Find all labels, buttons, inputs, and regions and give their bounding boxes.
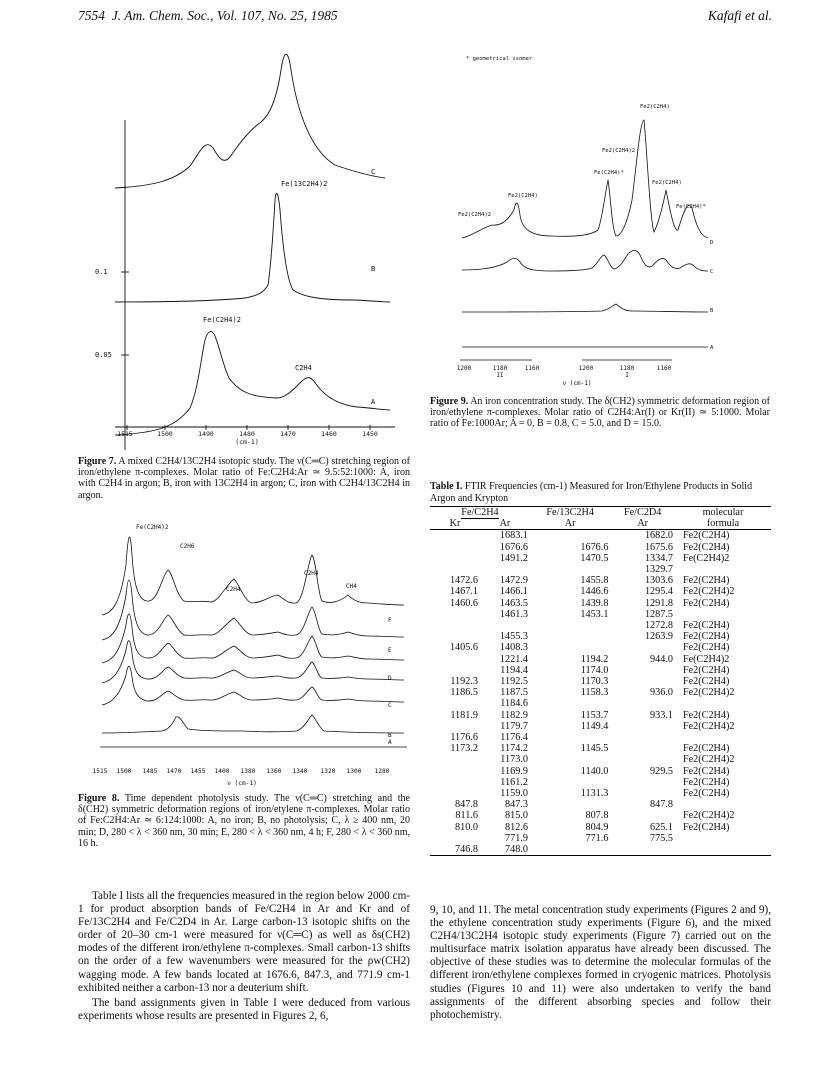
- table-row: [430, 732, 771, 743]
- table-row: [430, 609, 771, 620]
- peak-label: Fe(13C2H4)2: [281, 180, 328, 188]
- table-body: [430, 530, 771, 856]
- figure-9-spectrum: [452, 50, 742, 390]
- x-tick-label: 1160: [656, 365, 672, 372]
- x-tick-label: 1180: [619, 365, 635, 372]
- table-row: [430, 542, 771, 553]
- panel-label: II: [496, 372, 504, 379]
- curve-letter-a: A: [388, 739, 392, 746]
- frequency-cell: 1446.6: [580, 586, 609, 598]
- peak-label: Fe2(C2H4): [508, 193, 538, 199]
- ftir-table: [430, 506, 771, 856]
- curve-letter-f: F: [388, 617, 392, 624]
- table-subheader-row: [430, 518, 771, 530]
- frequency-cell: [430, 665, 480, 676]
- peak-label: C2H6: [180, 543, 195, 550]
- column-header: Kr: [430, 518, 480, 530]
- frequency-cell: [480, 564, 530, 575]
- frequency-cell: [610, 698, 675, 709]
- frequency-cell: [530, 754, 610, 765]
- frequency-cell: [530, 732, 610, 743]
- y-tick-label: 0.05: [95, 351, 112, 359]
- formula-cell: Fe2(C2H4): [682, 620, 730, 632]
- spectrum-curve-c: [462, 250, 708, 271]
- table-row: [430, 721, 771, 732]
- curve-letter-b: B: [371, 265, 376, 273]
- formula-cell: [675, 698, 771, 709]
- formula-cell: Fe2(C2H4): [682, 765, 730, 777]
- table-row: [430, 631, 771, 642]
- table-1-title: [430, 481, 770, 504]
- frequency-cell: [530, 799, 610, 810]
- caption-label: Figure 7.: [78, 456, 117, 467]
- x-tick-label: 1500: [157, 430, 173, 438]
- peak-label: Fe(C2H4)*: [676, 204, 706, 210]
- frequency-cell: [430, 721, 480, 732]
- figure-8-spectrum: [92, 515, 412, 755]
- spectrum-curve-a: [115, 331, 390, 435]
- column-group-header: Fe/C2D4: [610, 507, 675, 519]
- x-tick-label: 1485: [142, 768, 158, 775]
- header-authors: Kafafi et al.: [707, 8, 772, 23]
- table-row: [430, 586, 771, 597]
- page-number: 7554: [78, 8, 105, 23]
- formula-cell: Fe2(C2H4): [682, 541, 730, 553]
- frequency-cell: 1161.2: [500, 776, 528, 788]
- x-tick-label: 1480: [239, 430, 255, 438]
- formula-cell: Fe(C2H4)2: [682, 653, 730, 665]
- frequency-cell: 847.8: [650, 799, 673, 811]
- frequency-cell: [530, 642, 610, 653]
- frequency-cell: 1287.5: [644, 608, 673, 620]
- paragraph: The band assignments given in Table I were deduced from various experiments whose results are presented in Figures 2, 6,: [78, 996, 410, 1022]
- x-tick-label: 1400: [214, 768, 230, 775]
- formula-cell: Fe2(C2H4)2: [682, 754, 735, 766]
- frequency-cell: [530, 620, 610, 631]
- figure-7-x-axis: [95, 425, 420, 445]
- peak-label: C2H4: [304, 570, 319, 577]
- table-row: [430, 654, 771, 665]
- frequency-cell: [610, 754, 675, 765]
- frequency-cell: 771.6: [585, 832, 609, 844]
- frequency-cell: 1683.1: [499, 530, 528, 542]
- formula-cell: Fe2(C2H4)2: [682, 586, 735, 598]
- frequency-cell: [530, 631, 610, 642]
- frequency-cell: [430, 788, 480, 799]
- frequency-cell: 1676.6: [499, 541, 528, 553]
- figure-7-caption: [78, 456, 410, 501]
- frequency-cell: 1149.4: [580, 720, 609, 732]
- curve-letter-b: B: [388, 732, 392, 739]
- table-row: [430, 833, 771, 844]
- figure-7-spectrum: [95, 40, 420, 450]
- formula-cell: [675, 799, 771, 810]
- figure-9-caption: [430, 396, 770, 430]
- table-row: [430, 687, 771, 698]
- frequency-cell: 1329.7: [644, 564, 673, 576]
- x-tick-label: 1455: [190, 768, 206, 775]
- frequency-cell: [530, 530, 610, 542]
- x-tick-label: 1280: [374, 768, 390, 775]
- caption-text: Time dependent photolysis study. The ν(C═C) stretching and the δ(CH2) symmetric deformation regions of iron/etylene π-complexes. Molar ratio of Fe:C2H4:Ar ≃ 6:124:1000: A, no iron; B, no photolysis; C, λ ≥ 400 nm, 20 min; D, 280 < λ < 360 nm, 30 min; E, 280 < λ < 360 nm, 4 h; F, 280 < λ < 360 nm, 16 h.: [78, 793, 410, 849]
- peak-label: Fe2(C2H4)2: [602, 148, 636, 154]
- table-row: [430, 766, 771, 777]
- spectrum-curve-d: [462, 120, 708, 238]
- curve-letter-c: C: [388, 702, 392, 709]
- frequency-cell: 1460.6: [449, 597, 478, 609]
- frequency-cell: 1676.6: [580, 541, 609, 553]
- frequency-cell: 1145.5: [580, 743, 609, 755]
- frequency-cell: 807.8: [585, 810, 609, 822]
- frequency-cell: 1153.7: [580, 709, 609, 721]
- x-tick-label: 1300: [346, 768, 362, 775]
- caption-label: Figure 9.: [430, 396, 469, 407]
- formula-cell: [675, 609, 771, 620]
- table-row: [430, 620, 771, 631]
- frequency-cell: [430, 698, 480, 709]
- frequency-cell: [430, 553, 480, 564]
- x-tick-label: 1450: [362, 430, 378, 438]
- table-row: [430, 665, 771, 676]
- frequency-cell: 1158.3: [580, 687, 609, 699]
- frequency-cell: 1295.4: [644, 586, 673, 598]
- frequency-cell: [430, 833, 480, 844]
- curve-letter-c: C: [710, 269, 714, 275]
- frequency-cell: 1170.3: [580, 676, 609, 688]
- formula-cell: Fe2(C2H4): [682, 709, 730, 721]
- spectrum-curve-b: [462, 304, 708, 312]
- figure-8-caption: [78, 793, 410, 849]
- figure-8-x-axis: [92, 765, 412, 789]
- frequency-cell: 1272.8: [644, 620, 673, 632]
- table-row: [430, 530, 771, 542]
- frequency-cell: 1405.6: [449, 642, 478, 654]
- formula-cell: Fe2(C2H4): [682, 597, 730, 609]
- peak-label: Fe(C2H4)2: [203, 316, 241, 324]
- curve-letter-b: B: [710, 308, 714, 314]
- x-tick-label: 1490: [198, 430, 214, 438]
- frequency-cell: [430, 620, 480, 631]
- frequency-cell: [530, 777, 610, 788]
- frequency-cell: 1455.3: [499, 631, 528, 643]
- formula-cell: [675, 833, 771, 844]
- frequency-cell: 1461.3: [499, 608, 528, 620]
- body-text-left: [78, 890, 410, 1025]
- frequency-cell: [430, 654, 480, 665]
- frequency-cell: 1173.0: [500, 754, 528, 766]
- frequency-cell: 1455.8: [580, 575, 609, 587]
- frequency-cell: [610, 732, 675, 743]
- formula-cell: Fe2(C2H4): [682, 575, 730, 587]
- table-row: [430, 810, 771, 821]
- formula-cell: Fe2(C2H4): [682, 821, 730, 833]
- frequency-cell: [610, 676, 675, 687]
- frequency-cell: 1467.1: [449, 586, 478, 598]
- frequency-cell: 933.1: [650, 709, 673, 721]
- table-row: [430, 575, 771, 586]
- frequency-cell: 1408.3: [499, 642, 528, 654]
- curve-letter-e: E: [388, 647, 392, 654]
- x-axis-unit: (cm-1): [235, 438, 259, 445]
- x-tick-label: 1200: [578, 365, 594, 372]
- formula-cell: [675, 564, 771, 575]
- frequency-cell: 1140.0: [580, 765, 609, 777]
- spectrum-curve-b: [115, 193, 390, 302]
- frequency-cell: 1472.9: [499, 575, 528, 587]
- table-row: [430, 676, 771, 687]
- formula-cell: Fe2(C2H4): [682, 776, 730, 788]
- y-tick-label: 0.1: [95, 268, 108, 276]
- peak-label: C2H4: [226, 586, 241, 593]
- body-text-right: [430, 904, 771, 1024]
- frequency-cell: [430, 777, 480, 788]
- journal-citation: J. Am. Chem. Soc., Vol. 107, No. 25, 1985: [111, 8, 338, 23]
- table-row: [430, 598, 771, 609]
- column-header: formula: [675, 518, 771, 530]
- column-group-header: molecular: [675, 507, 771, 519]
- formula-cell: Fe2(C2H4): [682, 788, 730, 800]
- frequency-cell: 1439.8: [580, 597, 609, 609]
- spectrum-curve-f: [102, 537, 404, 615]
- frequency-cell: 1176.4: [500, 732, 528, 744]
- frequency-cell: [430, 542, 480, 553]
- formula-cell: Fe2(C2H4)2: [682, 687, 735, 699]
- frequency-cell: 1194.2: [580, 653, 609, 665]
- x-tick-label: 1460: [321, 430, 337, 438]
- frequency-cell: 1472.6: [449, 575, 478, 587]
- frequency-cell: 1186.5: [450, 687, 478, 699]
- table-row: [430, 710, 771, 721]
- x-tick-label: 1380: [240, 768, 256, 775]
- frequency-cell: 1174.2: [500, 743, 528, 755]
- table-label: Table I.: [430, 481, 463, 492]
- frequency-cell: [530, 844, 610, 856]
- column-header: Ar: [530, 518, 610, 530]
- frequency-cell: 1466.1: [499, 586, 528, 598]
- formula-cell: Fe2(C2H4): [682, 642, 730, 654]
- frequency-cell: 812.6: [505, 821, 528, 833]
- frequency-cell: 1192.5: [500, 676, 528, 688]
- formula-cell: Fe2(C2H4): [682, 743, 730, 755]
- frequency-cell: [480, 620, 530, 631]
- frequency-cell: 1682.0: [644, 530, 673, 542]
- frequency-cell: [430, 631, 480, 642]
- peak-label: Fe(C2H4)2: [136, 524, 169, 531]
- frequency-cell: [430, 564, 480, 575]
- peak-label: Fe2(C2H4): [640, 104, 670, 110]
- frequency-cell: 1184.6: [500, 698, 528, 710]
- frequency-cell: 847.3: [505, 799, 528, 811]
- frequency-cell: 1173.2: [450, 743, 478, 755]
- frequency-cell: [530, 698, 610, 709]
- frequency-cell: 1187.5: [500, 687, 528, 699]
- peak-label: Fe2(C2H4)2: [458, 212, 492, 218]
- frequency-cell: 1463.5: [499, 597, 528, 609]
- frequency-cell: [610, 810, 675, 821]
- peak-label: Fe(C2H4)*: [594, 170, 624, 176]
- frequency-cell: 1169.9: [500, 765, 528, 777]
- frequency-cell: 1131.3: [580, 788, 609, 800]
- frequency-cell: [610, 788, 675, 799]
- column-group-header: Fe/13C2H4: [530, 507, 610, 519]
- frequency-cell: [610, 642, 675, 653]
- table-row: [430, 799, 771, 810]
- frequency-cell: [430, 754, 480, 765]
- curve-letter-d: D: [388, 675, 392, 682]
- column-header: Ar: [480, 518, 530, 530]
- figure-note: * geometrical isomer: [466, 56, 533, 62]
- formula-cell: [675, 844, 771, 856]
- caption-label: Figure 8.: [78, 793, 120, 804]
- frequency-cell: 1192.3: [450, 676, 478, 688]
- frequency-cell: 1176.6: [450, 732, 478, 744]
- frequency-cell: 929.5: [650, 765, 673, 777]
- x-tick-label: 1470: [280, 430, 296, 438]
- frequency-cell: 1263.9: [644, 631, 673, 643]
- table-row: [430, 642, 771, 653]
- paragraph: Table I lists all the frequencies measured in the region below 2000 cm-1 for product absorption bands of Fe/C2H4 in Ar and Kr and of Fe/13C2H4 and Fe/C2D4 in Ar. Large carbon-13 isotopic shifts on the order of 20–30 cm-1 were measured for ν(C═C) as well as δs(CH2) modes of the different iron/ethylene π-complexes. Small carbon-13 shifts on the order of a few wavenumbers were measured for the ρw(CH2) wagging mode. A few bands located at 1676.6, 847.3, and 771.9 cm-1 exhibited neither a carbon-13 nor a deuterium shift.: [78, 890, 410, 994]
- frequency-cell: 1453.1: [580, 608, 609, 620]
- frequency-cell: 1181.9: [450, 709, 478, 721]
- table-row: [430, 777, 771, 788]
- frequency-cell: [610, 721, 675, 732]
- curve-letter-c: C: [371, 168, 376, 176]
- frequency-cell: 944.0: [650, 653, 673, 665]
- frequency-cell: 746.8: [430, 844, 480, 856]
- x-tick-label: 1515: [92, 768, 108, 775]
- spectrum-curve-e: [102, 580, 404, 640]
- formula-cell: Fe2(C2H4)2: [682, 720, 735, 732]
- paragraph: 9, 10, and 11. The metal concentration study experiments (Figures 2 and 9), the ethylene concentration study experiments (Figure 6), and the mixed C2H4/13C2H4 isotopic study experiments (Figure 7) carried out on the multisurface matrix isolation apparatus have already been discussed. The objective of these studies was to determine the molecular formulas of the different iron/ethylene complexes formed in cryogenic matrices. Photolysis studies (Figures 10 and 11) were also undertaken to verify the band assignments of the different absorbing species and follow their photochemistry.: [430, 904, 771, 1021]
- frequency-cell: 1675.6: [644, 541, 673, 553]
- spectrum-curve-a: [102, 715, 404, 733]
- frequency-cell: 810.0: [455, 821, 478, 833]
- frequency-cell: 1159.0: [500, 788, 528, 800]
- frequency-cell: 748.0: [480, 844, 530, 856]
- frequency-cell: 1491.2: [499, 552, 528, 564]
- table-title-text: FTIR Frequencies (cm-1) Measured for Iron/Ethylene Products in Solid Argon and Krypton: [430, 481, 753, 504]
- spectrum-curve-d: [102, 614, 404, 663]
- frequency-cell: [430, 609, 480, 620]
- frequency-cell: 1291.8: [644, 597, 673, 609]
- x-tick-label: 1360: [266, 768, 282, 775]
- formula-cell: Fe2(C2H4): [682, 631, 730, 643]
- formula-cell: Fe2(C2H4): [682, 664, 730, 676]
- frequency-cell: [610, 844, 675, 856]
- formula-cell: Fe2(C2H4)2: [682, 810, 735, 822]
- frequency-cell: 771.9: [505, 832, 528, 844]
- spectrum-curve-b: [102, 666, 404, 705]
- frequency-cell: [430, 766, 480, 777]
- frequency-cell: 1194.4: [500, 664, 528, 676]
- frequency-cell: 1221.4: [499, 653, 528, 665]
- x-tick-label: 1515: [117, 430, 133, 438]
- frequency-cell: 936.0: [650, 687, 673, 699]
- caption-text: An iron concentration study. The δ(CH2) symmetric deformation region of iron/ethylene π-complexes. Molar ratio of C2H4:Ar(I) or Kr(II) ≃ 5:1000. Molar ratio of Fe:1000Ar; A = 0, B = 0.8, C = 5.0, and D = 15.0.: [430, 396, 770, 430]
- frequency-cell: 804.9: [585, 821, 609, 833]
- table-row: [430, 564, 771, 575]
- x-axis-unit: ν (cm-1): [562, 380, 592, 387]
- x-axis-unit: ν (cm-1): [227, 780, 257, 787]
- frequency-cell: 625.1: [650, 821, 673, 833]
- frequency-cell: [610, 743, 675, 754]
- table-row: [430, 698, 771, 709]
- column-group-header: Fe/C2H4: [461, 507, 499, 518]
- x-tick-label: 1160: [524, 365, 540, 372]
- table-row: [430, 788, 771, 799]
- x-tick-label: 1320: [320, 768, 336, 775]
- curve-letter-d: D: [710, 240, 714, 246]
- frequency-cell: 847.8: [455, 799, 478, 811]
- formula-cell: [675, 732, 771, 743]
- frequency-cell: 1470.5: [580, 552, 609, 564]
- spectrum-curve-c: [115, 54, 385, 188]
- x-tick-label: 1500: [116, 768, 132, 775]
- table-row: [430, 822, 771, 833]
- table-row: [430, 844, 771, 856]
- peak-label: Fe2(C2H4): [652, 180, 682, 186]
- frequency-cell: 1182.9: [500, 709, 528, 721]
- table-row: [430, 553, 771, 564]
- x-tick-label: 1200: [456, 365, 472, 372]
- frequency-cell: 1334.7: [644, 552, 673, 564]
- formula-cell: Fe(C2H4)2: [682, 552, 730, 564]
- running-header: [78, 8, 338, 24]
- table-row: [430, 754, 771, 765]
- column-header: Ar: [610, 518, 675, 530]
- formula-cell: Fe2(C2H4): [682, 530, 730, 542]
- x-tick-label: 1340: [292, 768, 308, 775]
- table-header-row: [430, 507, 771, 519]
- table-row: [430, 743, 771, 754]
- curve-letter-a: A: [371, 398, 376, 406]
- peak-label: C2H4: [295, 364, 312, 372]
- frequency-cell: [610, 665, 675, 676]
- frequency-cell: [430, 530, 480, 542]
- frequency-cell: 1174.0: [580, 664, 609, 676]
- x-tick-label: 1470: [166, 768, 182, 775]
- panel-label: I: [625, 372, 629, 379]
- frequency-cell: 1303.6: [644, 575, 673, 587]
- frequency-cell: 1179.7: [500, 720, 528, 732]
- formula-cell: Fe2(C2H4): [682, 676, 730, 688]
- frequency-cell: 815.0: [505, 810, 528, 822]
- curve-letter-a: A: [710, 345, 714, 351]
- x-tick-label: 1180: [492, 365, 508, 372]
- frequency-cell: [610, 777, 675, 788]
- peak-label: CH4: [346, 583, 357, 590]
- caption-text: A mixed C2H4/13C2H4 isotopic study. The ν(C═C) stretching region of iron/ethylene π-complexes. Molar ratio of Fe:C2H4:Ar ≃ 9.5:52:1000: A, iron with C2H4 in argon; B, iron with 13C2H4 in argon; C, iron with C2H4/13C2H4 in argon.: [78, 456, 410, 501]
- frequency-cell: 775.5: [650, 832, 673, 844]
- frequency-cell: [530, 564, 610, 575]
- spectrum-curve-c: [102, 641, 404, 683]
- frequency-cell: 811.6: [455, 810, 478, 822]
